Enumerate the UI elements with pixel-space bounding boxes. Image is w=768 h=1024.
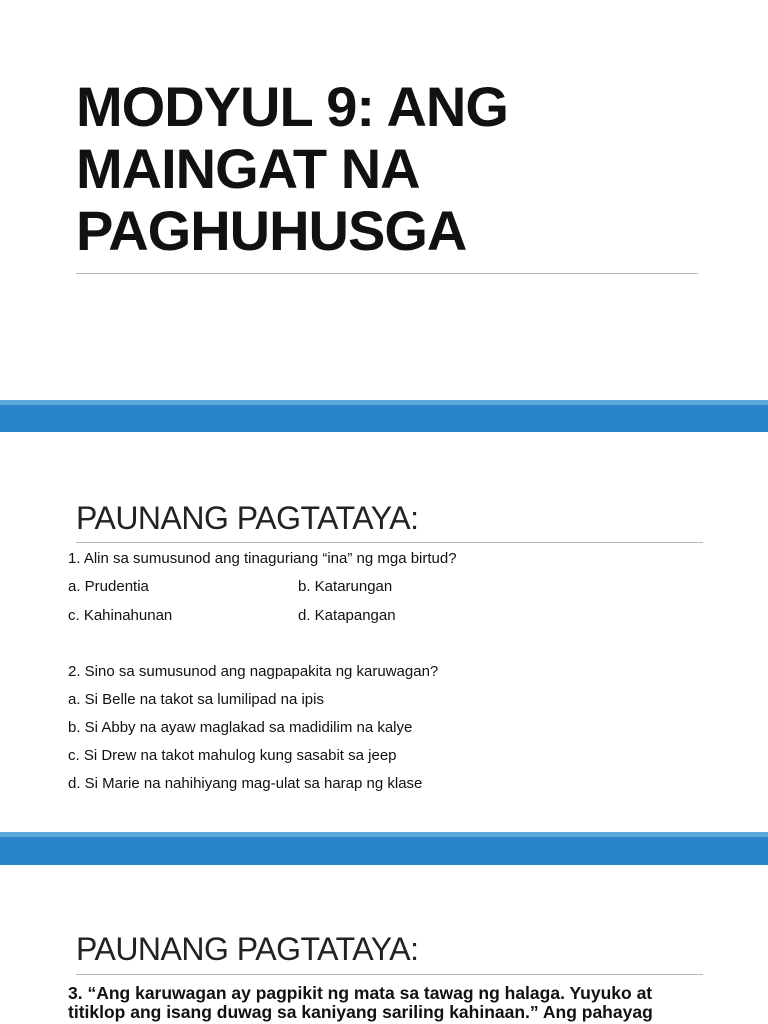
heading-divider	[76, 974, 703, 975]
q2-option-b: b. Si Abby na ayaw maglakad sa madidilim na kalye	[68, 719, 413, 736]
slide-title	[0, 0, 768, 400]
q1-option-b: b. Katarungan	[298, 578, 393, 595]
slide-separator-band	[0, 400, 768, 432]
heading-divider	[76, 542, 703, 543]
q1-option-d: d. Katapangan	[298, 607, 396, 624]
question-2: 2. Sino sa sumusunod ang nagpapakita ng karuwagan?	[68, 663, 439, 680]
title-divider	[76, 273, 698, 274]
slide-pretest-2	[0, 865, 768, 1024]
q1-option-a: a. Prudentia	[68, 578, 149, 595]
section-heading: PAUNANG PAGTATAYA:	[76, 500, 419, 536]
section-heading: PAUNANG PAGTATAYA:	[76, 931, 419, 967]
q1-option-c: c. Kahinahunan	[68, 607, 173, 624]
question-1: 1. Alin sa sumusunod ang tinaguriang “ina” ng mga birtud?	[68, 550, 457, 567]
q2-option-d: d. Si Marie na nahihiyang mag-ulat sa harap ng klase	[68, 775, 423, 792]
q2-option-c: c. Si Drew na takot mahulog kung sasabit sa jeep	[68, 747, 397, 764]
module-title: MODYUL 9: ANG MAINGAT NA PAGHUHUSGA	[76, 75, 508, 262]
slide-separator-band	[0, 832, 768, 865]
slide-pretest-1	[0, 432, 768, 832]
q2-option-a: a. Si Belle na takot sa lumilipad na ipis	[68, 691, 324, 708]
question-3: 3. “Ang karuwagan ay pagpikit ng mata sa tawag ng halaga. Yuyuko at titiklop ang isang duwag sa kaniyang sariling kahinaan.” Ang pahayag	[68, 983, 653, 1022]
